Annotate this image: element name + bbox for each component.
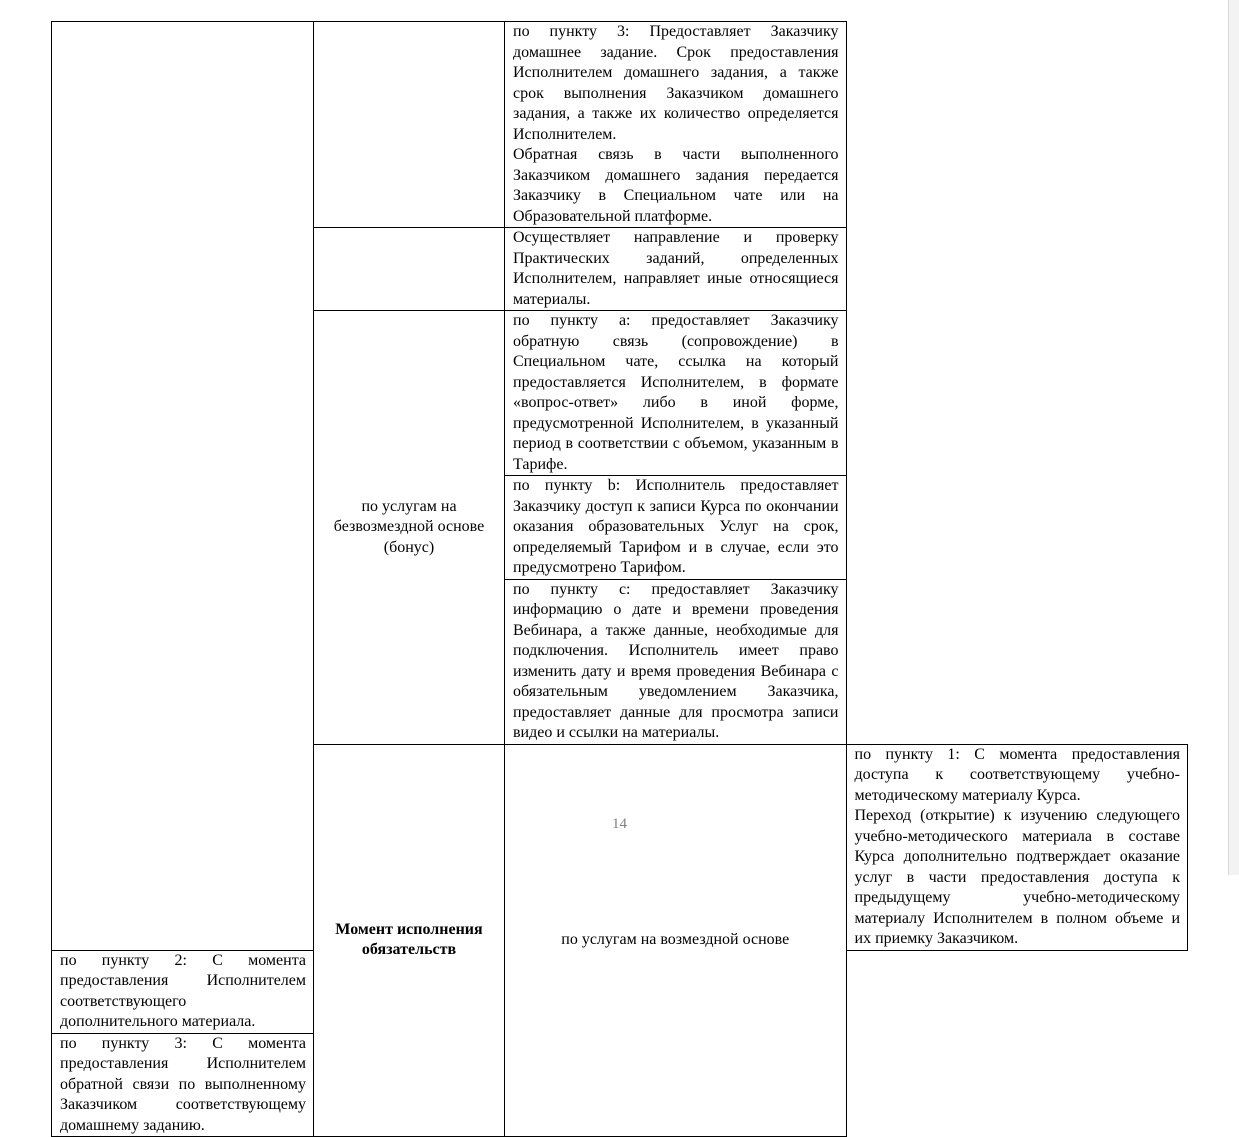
obligation-text: по пункту 3: Предоставляет Заказчику домашнее задание. Срок предоставления Исполнителем домашнего задания, а также срок выполнения Заказчиком домашнего задания, а также их количество определяется Исполнителем. <box>513 23 839 143</box>
obligation-cell <box>846 744 1188 950</box>
obligation-cell <box>52 950 314 1033</box>
section-label: Момент исполнения обязательств <box>335 920 483 959</box>
obligation-cell <box>505 228 847 311</box>
obligation-text: по пункту 2: С момента предоставления Исполнителем соответствующего дополнительного материала. <box>60 951 306 1030</box>
service-type-label: по услугам на возмездной основе <box>561 931 790 948</box>
obligation-cell <box>505 476 847 580</box>
obligation-cell <box>505 22 847 228</box>
obligation-text: Осуществляет направление и проверку Практических заданий, определенных Исполнителем, направляет иные относящиеся материалы. <box>513 229 839 308</box>
service-type-cell <box>314 311 505 745</box>
table-row <box>52 22 1188 228</box>
obligation-cell <box>52 1033 314 1137</box>
contract-table <box>51 21 1188 1137</box>
obligation-text: по пункту b: Исполнитель предоставляет Заказчику доступ к записи Курса по окончании оказания образовательных Услуг на срок, определяемый Тарифом и в случае, если это предусмотрено Тарифом. <box>513 477 839 576</box>
obligation-cell <box>505 579 847 744</box>
page-edge <box>1228 0 1239 875</box>
obligation-text: по пункту 3: С момента предоставления Исполнителем обратной связи по выполненному Заказчиком соответствующему домашнему заданию. <box>60 1034 306 1134</box>
service-type-cell-empty <box>314 22 505 228</box>
obligation-text: по пункту c: предоставляет Заказчику информацию о дате и времени проведения Вебинара, а также данные, необходимые для подключения. Исполнитель имеет право изменить дату и время проведения Вебинара с обязательным уведомлением Заказчика, предоставляет данные для просмотра записи видео и ссылки на материалы. <box>513 580 839 741</box>
obligation-text: по пункту a: предоставляет Заказчику обратную связь (сопровождение) в Специальном чате, ссылка на который предоставляется Исполнителем, в формате «вопрос-ответ» либо в иной форме, предусмотренной Исполнителем, в указанный период в соответствии с объемом, указанным в Тарифе. <box>513 312 839 473</box>
service-type-cell-empty <box>314 228 505 311</box>
obligation-text: Обратная связь в части выполненного Заказчиком домашнего задания передается Заказчику в Специальном чате или на Образовательной платформе. <box>513 146 839 225</box>
service-type-label: по услугам на безвозмездной основе (бонус) <box>333 497 485 556</box>
service-type-cell <box>505 744 847 1137</box>
section-label-cell-empty <box>52 22 314 951</box>
section-label-cell <box>314 744 505 1137</box>
page-number: 14 <box>612 816 627 832</box>
obligation-cell <box>505 311 847 476</box>
obligation-text: Переход (открытие) к изучению следующего учебно-методического материала в составе Курса дополнительно подтверждает оказание услуг в части предоставления доступа к предыдущему учебно-методическому материалу Исполнителем в полном объеме и их приемку Заказчиком. <box>854 807 1180 947</box>
obligation-text: по пункту 1: С момента предоставления доступа к соответствующему учебно-методическому материалу Курса. <box>854 745 1180 804</box>
